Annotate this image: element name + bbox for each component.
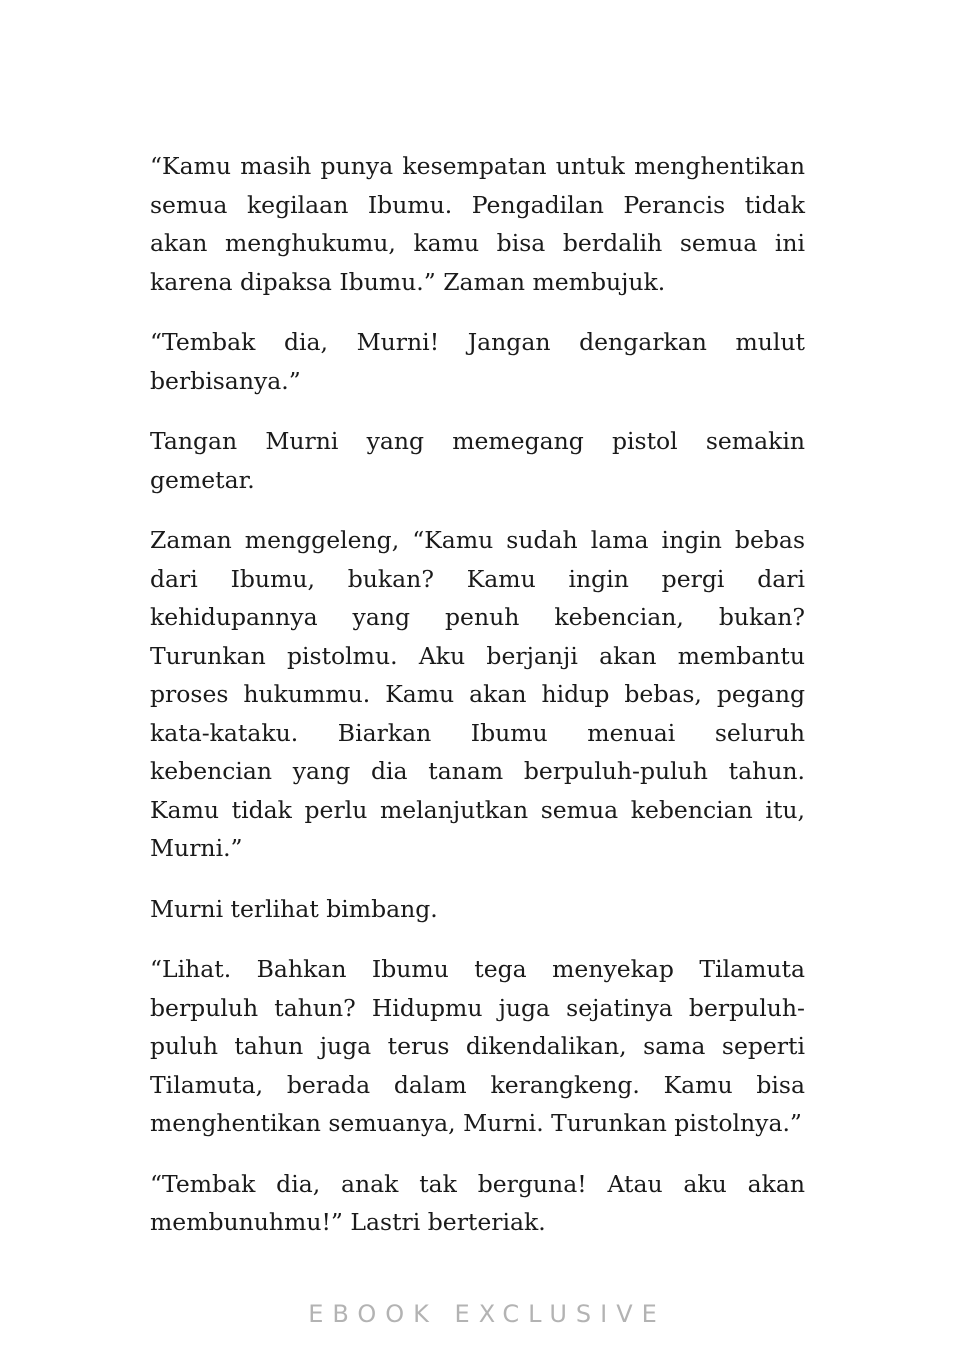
paragraph-6: “Lihat. Bahkan Ibumu tega menyekap Tilamuta berpuluh tahun? Hidupmu juga sejatinya berpuluh-puluh tahun juga terus dikendalikan, sama seperti Tilamuta, berada dalam kerangkeng. Kamu bisa menghentikan semuanya, Murni. Turunkan pistolnya.” [150,955,805,1137]
paragraph-7: “Tembak dia, anak tak berguna! Atau aku akan membunuhmu!” Lastri berteriak. [150,1169,805,1236]
paragraph-5: Murni terlihat bimbang. [150,894,438,923]
paragraph-1: “Kamu masih punya kesempatan untuk menghentikan semua kegilaan Ibumu. Pengadilan Perancis tidak akan menghukumu, kamu bisa berdalih semua ini karena dipaksa Ibumu.” Zaman membujuk. [150,152,805,296]
paragraph-4: Zaman menggeleng, “Kamu sudah lama ingin bebas dari Ibumu, bukan? Kamu ingin pergi dari kehidupannya yang penuh kebencian, bukan? Turunkan pistolmu. Aku berjanji akan membantu proses hukummu. Kamu akan hidup bebas, pegang kata-kataku. Biarkan Ibumu menuai seluruh kebencian yang dia tanam berpuluh-puluh tahun. Kamu tidak perlu melanjutkan semua kebencian itu, Murni.” [150,526,805,862]
page-body [150,147,805,1264]
paragraph-2: “Tembak dia, Murni! Jangan dengarkan mulut berbisanya.” [150,328,805,395]
ebook-exclusive-footer: EBOOK EXCLUSIVE [308,1300,666,1328]
paragraph-3: Tangan Murni yang memegang pistol semakin gemetar. [150,427,805,494]
